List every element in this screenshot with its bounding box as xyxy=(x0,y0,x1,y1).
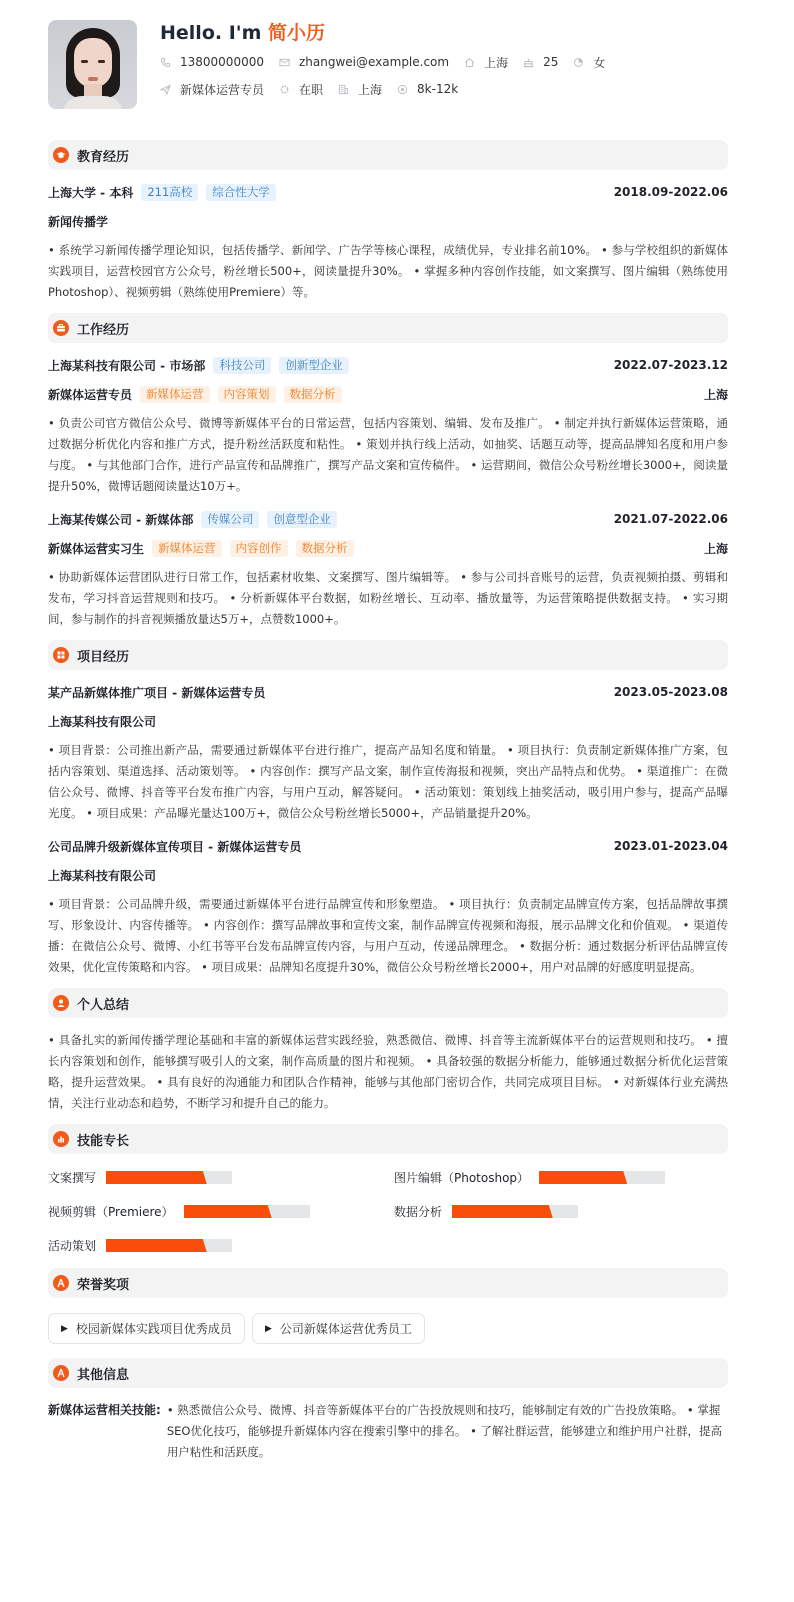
section-title: 项目经历 xyxy=(77,649,130,665)
honors-list xyxy=(48,1313,728,1344)
company-tag: 创意型企业 xyxy=(267,511,337,528)
work-entry xyxy=(48,509,728,630)
contact-city: 上海 xyxy=(464,54,508,71)
position-tag: 新媒体运营 xyxy=(140,386,210,403)
project-entry xyxy=(48,682,728,824)
work-description: • 协助新媒体运营团队进行日常工作，包括素材收集、文案撰写、图片编辑等。 • 参与公司抖音账号的运营，负责视频拍摄、剪辑和发布，学习抖音运营规则和技巧。 • 分析新媒体平台数据，如粉丝增长、互动率、播放量等，为运营策略提供数据支持。 • 实习期间，参与制作的抖音视频播放量达5万+，点赞数1000+。 xyxy=(48,570,728,626)
section-header-honors xyxy=(48,1268,728,1298)
section-title: 技能专长 xyxy=(77,1133,130,1149)
work-entry xyxy=(48,355,728,497)
work-date: 2021.07-2022.06 xyxy=(613,512,728,526)
company-name: 上海某传媒公司 - 新媒体部 xyxy=(48,512,194,527)
education-date: 2018.09-2022.06 xyxy=(613,185,728,199)
work-description: • 负责公司官方微信公众号、微博等新媒体平台的日常运营，包括内容策划、编辑、发布及推广。 • 制定并执行新媒体运营策略，通过数据分析优化内容和推广方式，提升粉丝活跃度和粘性。 • 策划并执行线上活动，如抽奖、话题互动等，提高品牌知名度和用户参与度。 • 与其他部门合作，进行产品宣传和品牌推广，撰写产品文案和宣传稿件。 • 运营期间，微信公众号粉丝增长3000+，阅读量提升50%，微博话题阅读量达10万+。 xyxy=(48,416,728,493)
job-intent-row xyxy=(160,79,620,99)
position-tag: 数据分析 xyxy=(284,386,342,403)
school-tag: 综合性大学 xyxy=(206,184,276,201)
position-title: 新媒体运营专员 xyxy=(48,387,133,402)
bar-chart-icon xyxy=(53,1131,69,1147)
position-tag: 新媒体运营 xyxy=(152,540,222,557)
contact-email: zhangwei@example.com xyxy=(279,55,449,69)
info-award-icon xyxy=(53,1365,69,1381)
greeting-prefix: Hello. I'm xyxy=(160,22,268,44)
triangle-right-icon: ▶ xyxy=(264,1323,272,1334)
job-salary: 8k-12k xyxy=(397,82,458,96)
project-name: 公司品牌升级新媒体宣传项目 - 新媒体运营专员 xyxy=(48,839,302,854)
other-item xyxy=(48,1400,728,1463)
salary-icon xyxy=(397,84,408,95)
contact-gender: 女 xyxy=(573,54,605,71)
skill-bar xyxy=(539,1171,665,1184)
grid-icon xyxy=(53,647,69,663)
other-label: 新媒体运营相关技能: xyxy=(48,1403,161,1417)
company-name: 上海某科技有限公司 - 市场部 xyxy=(48,358,206,373)
project-description: • 项目背景：公司推出新产品，需要通过新媒体平台进行推广，提高产品知名度和销量。 • 项目执行：负责制定新媒体推广方案，包括内容策划、渠道选择、活动策划等。 • 内容创作：撰写产品文案，制作宣传海报和视频，突出产品特点和优势。 • 渠道推广：在微信公众号、微博、抖音等平台发布推广内容，与用户互动，解答疑问。 • 活动策划：策划线上抽奖活动，吸引用户参与，提高产品曝光度。 • 项目成果：产品曝光量达100万+，微信公众号粉丝增长5000+，产品销量提升20%。 xyxy=(48,743,728,820)
contact-row xyxy=(160,52,620,72)
skills-grid xyxy=(48,1169,728,1254)
user-icon xyxy=(53,995,69,1011)
mail-icon xyxy=(279,57,290,68)
skill-bar-fill xyxy=(106,1171,207,1184)
work-date: 2022.07-2023.12 xyxy=(613,358,728,372)
skill-item: 图片编辑（Photoshop） xyxy=(394,1169,728,1186)
section-header-other xyxy=(48,1358,728,1388)
section-title: 教育经历 xyxy=(77,149,130,165)
section-title: 其他信息 xyxy=(77,1367,130,1383)
project-date: 2023.01-2023.04 xyxy=(613,839,728,853)
project-name: 某产品新媒体推广项目 - 新媒体运营专员 xyxy=(48,685,266,700)
skill-bar xyxy=(106,1239,232,1252)
section-header-summary xyxy=(48,988,728,1018)
header-info xyxy=(160,20,620,99)
skill-item: 活动策划 xyxy=(48,1237,394,1254)
summary-description: • 具备扎实的新闻传播学理论基础和丰富的新媒体运营实践经验，熟悉微信、微博、抖音等主流新媒体平台的运营规则和技巧。 • 擅长内容策划和创作，能够撰写吸引人的文案，制作高质量的图片和视频。 • 具备较强的数据分析能力，能够通过数据分析优化运营策略，提升运营效果。 • 具有良好的沟通能力和团队合作精神，能够与其他部门密切合作，共同完成项目目标。 • 对新媒体行业充满热情，关注行业动态和趋势，不断学习和提升自己的能力。 xyxy=(48,1033,728,1110)
education-description: • 系统学习新闻传播学理论知识，包括传播学、新闻学、广告学等核心课程，成绩优异，专业排名前10%。 • 参与学校组织的新媒体实践项目，运营校园官方公众号，粉丝增长500+，阅读量提升30%。 • 掌握多种内容创作技能，如文案撰写、图片编辑（熟练使用Photoshop）、视频剪辑（熟练使用Premiere）等。 xyxy=(48,243,728,299)
skill-item: 文案撰写 xyxy=(48,1169,394,1186)
work-location: 上海 xyxy=(703,541,728,556)
company-tag: 科技公司 xyxy=(213,357,271,374)
skill-item: 数据分析 xyxy=(394,1203,728,1220)
skill-item: 视频剪辑（Premiere） xyxy=(48,1203,394,1220)
position-title: 新媒体运营实习生 xyxy=(48,541,145,556)
skill-bar xyxy=(106,1171,232,1184)
job-status: 在职 xyxy=(279,81,323,98)
skills-section xyxy=(48,1124,728,1254)
send-icon xyxy=(160,84,171,95)
age-icon xyxy=(523,57,534,68)
avatar xyxy=(48,20,137,109)
education-entry xyxy=(48,182,728,303)
skill-bar xyxy=(184,1205,310,1218)
school-tag: 211高校 xyxy=(141,184,198,201)
company-tag: 传媒公司 xyxy=(201,511,259,528)
triangle-right-icon: ▶ xyxy=(61,1323,68,1334)
contact-phone: 13800000000 xyxy=(160,55,264,69)
phone-icon xyxy=(160,57,171,68)
project-company: 上海某科技有限公司 xyxy=(48,868,157,883)
candidate-name: 简小历 xyxy=(268,22,326,44)
award-icon xyxy=(53,1275,69,1291)
major: 新闻传播学 xyxy=(48,214,109,229)
status-icon xyxy=(279,84,290,95)
section-header-work xyxy=(48,313,728,343)
position-tag: 内容创作 xyxy=(230,540,288,557)
school-name: 上海大学 - 本科 xyxy=(48,185,134,200)
project-company: 上海某科技有限公司 xyxy=(48,714,157,729)
home-icon xyxy=(464,57,475,68)
work-location: 上海 xyxy=(703,387,728,402)
section-header-skills xyxy=(48,1124,728,1154)
honor-item: ▶ 公司新媒体运营优秀员工 xyxy=(252,1313,425,1344)
position-tag: 数据分析 xyxy=(296,540,354,557)
contact-age: 25 xyxy=(523,55,558,69)
projects-section xyxy=(48,640,728,978)
skill-bar-fill xyxy=(539,1171,627,1184)
skill-bar-fill xyxy=(452,1205,553,1218)
position-tag: 内容策划 xyxy=(218,386,276,403)
briefcase-icon xyxy=(53,320,69,336)
company-tag: 创新型企业 xyxy=(279,357,349,374)
graduation-cap-icon xyxy=(53,147,69,163)
project-date: 2023.05-2023.08 xyxy=(613,685,728,699)
gender-icon xyxy=(573,57,584,68)
section-title: 个人总结 xyxy=(77,997,130,1013)
job-city: 上海 xyxy=(338,81,382,98)
section-header-projects xyxy=(48,640,728,670)
skill-bar-fill xyxy=(184,1205,272,1218)
project-description: • 项目背景：公司品牌升级，需要通过新媒体平台进行品牌宣传和形象塑造。 • 项目执行：负责制定品牌宣传方案，包括品牌故事撰写、形象设计、内容传播等。 • 内容创作：撰写品牌故事和宣传文案，制作品牌宣传视频和海报，展示品牌文化和价值观。 • 渠道传播：在微信公众号、微博、小红书等平台发布品牌宣传内容，与用户互动，传递品牌理念。 • 数据分析：通过数据分析评估品牌宣传效果，优化宣传策略和内容。 • 项目成果：品牌知名度提升30%，微信公众号粉丝增长2000+，用户对品牌的好感度明显提高。 xyxy=(48,897,728,974)
building-icon xyxy=(338,84,349,95)
skill-bar-fill xyxy=(106,1239,207,1252)
section-header-education xyxy=(48,140,728,170)
education-section xyxy=(48,140,728,303)
resume-header xyxy=(48,20,728,130)
honors-section xyxy=(48,1268,728,1344)
section-title: 工作经历 xyxy=(77,322,130,338)
skill-bar xyxy=(452,1205,578,1218)
job-position: 新媒体运营专员 xyxy=(160,81,264,98)
project-entry xyxy=(48,836,728,978)
other-description: • 熟悉微信公众号、微博、抖音等新媒体平台的广告投放规则和技巧，能够制定有效的广告投放策略。 • 掌握SEO优化技巧，能够提升新媒体内容在搜索引擎中的排名。 • 了解社群运营，能够建立和维护用户社群，提高用户粘性和活跃度。 xyxy=(166,1403,723,1459)
honor-item: ▶ 校园新媒体实践项目优秀成员 xyxy=(48,1313,245,1344)
work-section xyxy=(48,313,728,630)
other-section xyxy=(48,1358,728,1463)
greeting-title xyxy=(160,20,620,46)
summary-section xyxy=(48,988,728,1114)
section-title: 荣誉奖项 xyxy=(77,1277,130,1293)
